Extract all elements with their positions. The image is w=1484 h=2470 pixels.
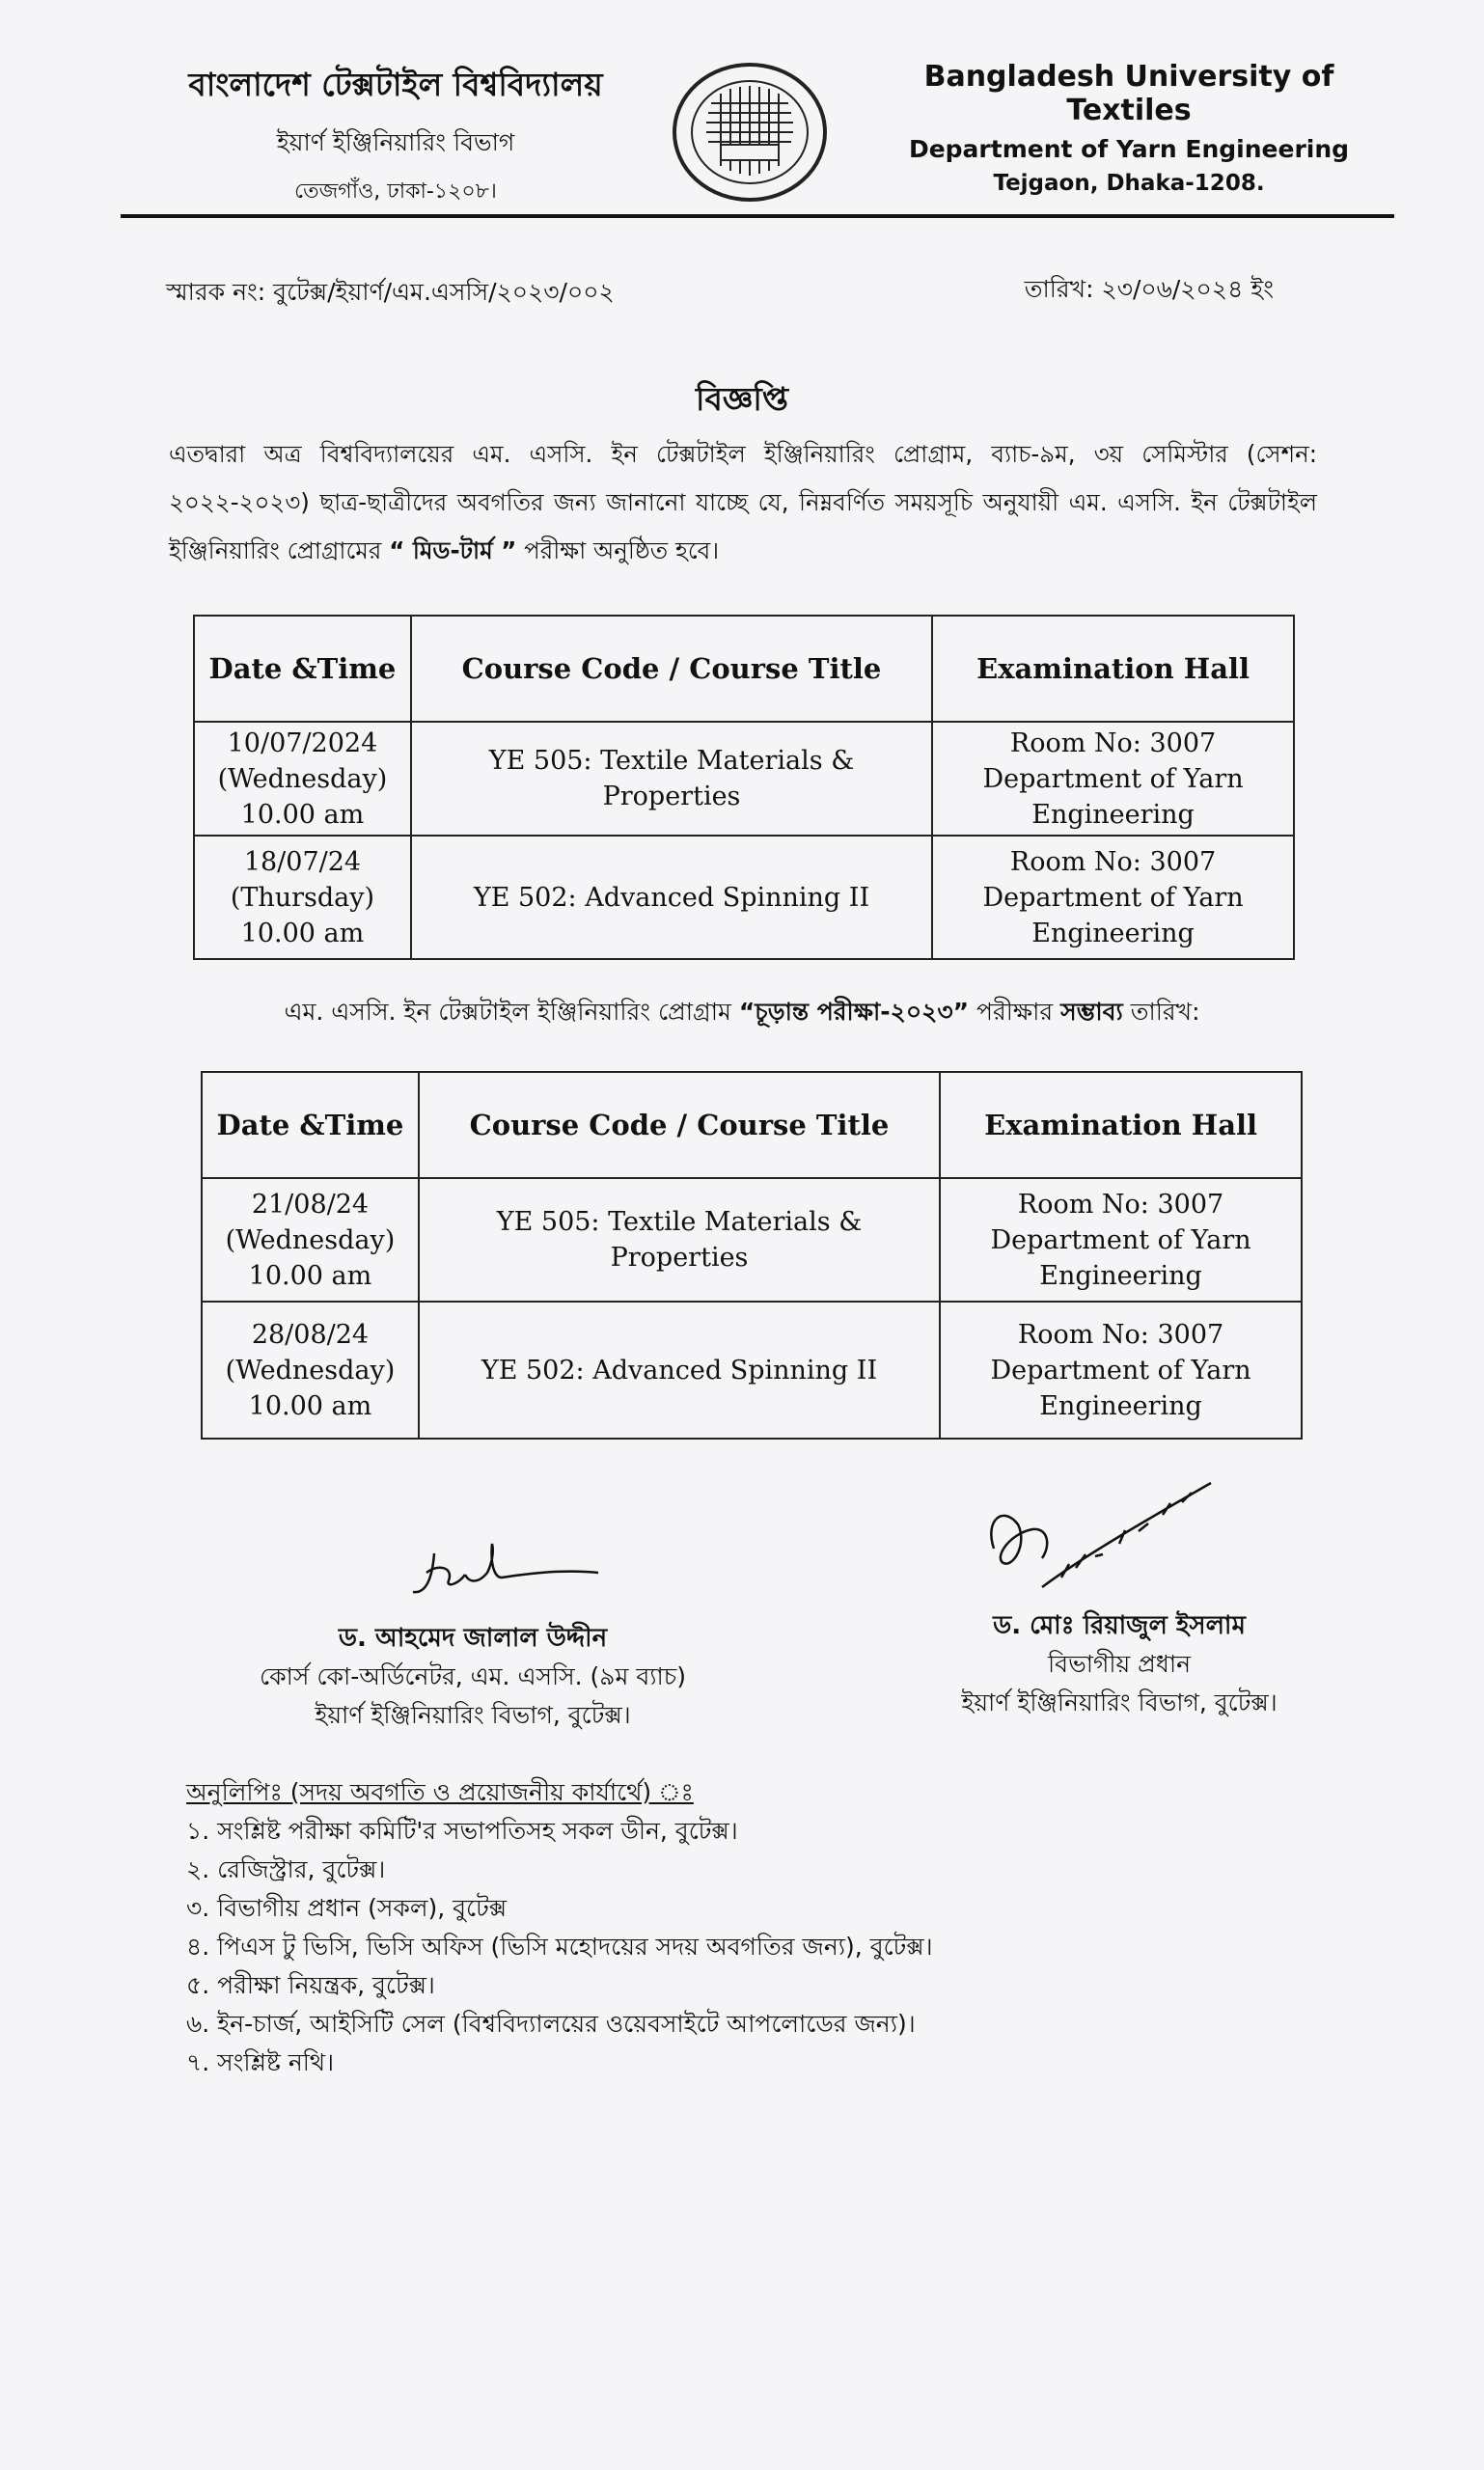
table-row — [194, 836, 1294, 959]
exam-date: 18/07/24 — [243, 846, 362, 877]
notice-body — [169, 430, 1317, 575]
department-name-en: Department of Yarn Engineering — [908, 135, 1350, 163]
hall-line-2: Engineering — [1039, 1260, 1202, 1291]
final-intro-bold-2: সম্ভাব্য — [1060, 998, 1123, 1026]
exam-date: 10/07/2024 — [227, 727, 378, 758]
table-header-row — [202, 1072, 1302, 1178]
midterm-schedule-table — [193, 615, 1295, 960]
signatory-2-role: বিভাগীয় প্রধান — [1048, 1650, 1191, 1678]
signatory-2-name: ড. মোঃ রিয়াজুল ইসলাম — [993, 1611, 1246, 1640]
list-item: ৩. বিভাগীয় প্রধান (সকল), বুটেক্স — [186, 1894, 508, 1922]
cell-hall — [940, 1178, 1302, 1302]
hall-line-2: Engineering — [1031, 918, 1195, 948]
header-date-time: Date &Time — [202, 1072, 419, 1178]
signatory-1 — [193, 1619, 753, 1735]
signatory-1-dept: ইয়ার্ণ ইঞ্জিনিয়ারিং বিভাগ, বুটেক্স। — [315, 1701, 631, 1729]
exam-time: 10.00 am — [248, 1390, 372, 1421]
room-number: Room No: 3007 — [1009, 727, 1217, 758]
notice-text-bold: “ মিড-টার্ম ” — [389, 536, 517, 564]
signatory-2 — [839, 1606, 1399, 1722]
exam-time: 10.00 am — [240, 799, 365, 830]
cell-hall — [932, 836, 1294, 959]
copy-list — [186, 1812, 933, 2082]
cell-course: YE 502: Advanced Spinning II — [419, 1302, 940, 1439]
cell-course: YE 502: Advanced Spinning II — [411, 836, 932, 959]
hall-line-1: Department of Yarn — [982, 882, 1244, 913]
signatory-1-role: কোর্স কো-অর্ডিনেটর, এম. এসসি. (৯ম ব্যাচ) — [259, 1662, 687, 1690]
hall-line-1: Department of Yarn — [990, 1355, 1251, 1386]
header-course: Course Code / Course Title — [411, 616, 932, 722]
notice-title: বিজ্ঞপ্তি — [696, 380, 788, 418]
memo-date: তারিখ: ২৩/০৬/২০২৪ ইং — [1024, 275, 1274, 303]
list-item: ৫. পরীক্ষা নিয়ন্ত্রক, বুটেক্স। — [186, 1971, 435, 1999]
final-schedule-table — [201, 1071, 1303, 1440]
letterhead-bengali — [164, 60, 627, 210]
cell-hall — [940, 1302, 1302, 1439]
final-exam-intro — [0, 993, 1484, 1034]
address-en: Tejgaon, Dhaka-1208. — [993, 171, 1265, 196]
memo-reference: স্মারক নং: বুটেক্স/ইয়ার্ণ/এম.এসসি/২০২৩/০০২ — [166, 278, 615, 306]
cell-date-time — [202, 1178, 419, 1302]
table-row — [202, 1178, 1302, 1302]
table-row — [202, 1302, 1302, 1439]
hall-line-1: Department of Yarn — [990, 1224, 1251, 1255]
letterhead-english — [888, 60, 1370, 196]
room-number: Room No: 3007 — [1017, 1319, 1224, 1350]
exam-day: (Wednesday) — [217, 763, 388, 794]
hall-line-2: Engineering — [1039, 1390, 1202, 1421]
header-divider — [121, 214, 1394, 218]
room-number: Room No: 3007 — [1017, 1189, 1224, 1220]
copy-list-title: অনুলিপিঃ (সদয় অবগতি ও প্রয়োজনীয় কার্যার্থে) ঃ — [186, 1778, 694, 1806]
exam-date: 28/08/24 — [251, 1319, 370, 1350]
header-hall: Examination Hall — [932, 616, 1294, 722]
signatory-1-name: ড. আহমেদ জালাল উদ্দীন — [338, 1624, 608, 1653]
cell-date-time — [194, 836, 411, 959]
final-intro-text-1: এম. এসসি. ইন টেক্সটাইল ইঞ্জিনিয়ারিং প্রোগ্রাম — [284, 998, 731, 1026]
list-item: ২. রেজিস্ট্রার, বুটেক্স। — [186, 1855, 386, 1883]
department-name-bn: ইয়ার্ণ ইঞ্জিনিয়ারিং বিভাগ — [276, 128, 515, 156]
room-number: Room No: 3007 — [1009, 846, 1217, 877]
hall-line-2: Engineering — [1031, 799, 1195, 830]
table-header-row — [194, 616, 1294, 722]
exam-time: 10.00 am — [240, 918, 365, 948]
university-name-bn: বাংলাদেশ টেক্সটাইল বিশ্ববিদ্যালয় — [188, 66, 603, 103]
cell-date-time — [202, 1302, 419, 1439]
university-seal-icon — [668, 60, 832, 205]
cell-course: YE 505: Textile Materials & Properties — [419, 1178, 940, 1302]
final-intro-text-3: তারিখ: — [1130, 998, 1200, 1026]
list-item: ১. সংশ্লিষ্ট পরীক্ষা কমিটি'র সভাপতিসহ সকল ডীন, বুটেক্স। — [186, 1817, 738, 1845]
exam-day: (Wednesday) — [225, 1355, 396, 1386]
signature-1-icon — [405, 1534, 618, 1611]
list-item: ৪. পিএস টু ভিসি, ভিসি অফিস (ভিসি মহোদয়ের সদয় অবগতির জন্য), বুটেক্স। — [186, 1933, 933, 1961]
signatory-2-dept: ইয়ার্ণ ইঞ্জিনিয়ারিং বিভাগ, বুটেক্স। — [961, 1688, 1278, 1716]
notice-text-1: এতদ্বারা অত্র বিশ্ববিদ্যালয়ের এম. এসসি. ইন টেক্সটাইল ইঞ্জিনিয়ারিং প্রোগ্রাম, ব্যাচ-৯ম, ৩য় সেমিস্টার (সেশন: ২০২২-২০২৩) ছাত্র-ছাত্রীদের অবগতির জন্য জানানো যাচ্ছে যে, নিম্নবর্ণিত সময়সূচি অনুযায়ী এম. এসসি. ইন টেক্সটাইল ইঞ্জিনিয়ারিং প্রোগ্রামের — [169, 440, 1317, 564]
header-course: Course Code / Course Title — [419, 1072, 940, 1178]
exam-day: (Thursday) — [230, 882, 375, 913]
header-hall: Examination Hall — [940, 1072, 1302, 1178]
final-intro-text-2: পরীক্ষার — [976, 998, 1054, 1026]
exam-time: 10.00 am — [248, 1260, 372, 1291]
header-date-time: Date &Time — [194, 616, 411, 722]
address-bn: তেজগাঁও, ঢাকা-১২০৮। — [294, 179, 497, 204]
hall-line-1: Department of Yarn — [982, 763, 1244, 794]
notice-text-2: পরীক্ষা অনুষ্ঠিত হবে। — [524, 536, 720, 564]
final-intro-bold-1: “চূড়ান্ত পরীক্ষা-২০২৩” — [738, 998, 970, 1026]
list-item: ৭. সংশ্লিষ্ট নথি। — [186, 2048, 335, 2076]
cell-course: YE 505: Textile Materials & Properties — [411, 722, 932, 836]
table-row — [194, 722, 1294, 836]
cell-date-time — [194, 722, 411, 836]
exam-day: (Wednesday) — [225, 1224, 396, 1255]
signature-2-icon — [975, 1471, 1225, 1606]
exam-date: 21/08/24 — [251, 1189, 370, 1220]
university-name-en: Bangladesh University of Textiles — [923, 60, 1334, 127]
list-item: ৬. ইন-চার্জ, আইসিটি সেল (বিশ্ববিদ্যালয়ের ওয়েবসাইটে আপলোডের জন্য)। — [186, 2010, 916, 2038]
cell-hall — [932, 722, 1294, 836]
